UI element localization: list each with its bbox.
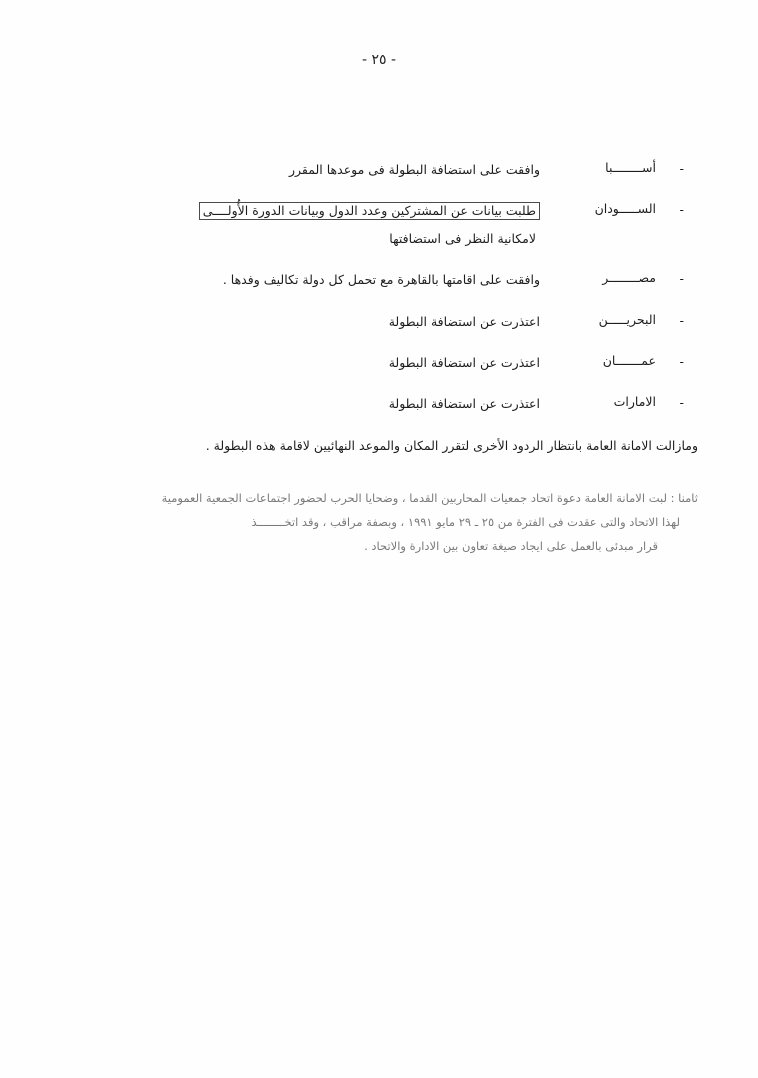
country-name: عمـــــــان (602, 352, 656, 368)
dash-marker: - (679, 271, 684, 287)
country-name: الامارات (613, 394, 656, 410)
dash-marker: - (679, 395, 684, 411)
country-label (548, 201, 698, 216)
table-row (60, 394, 698, 413)
row-description-text-line2: لامكانية النظر فى استضافتها (389, 230, 536, 246)
table-row (60, 201, 698, 248)
faded-paragraph (60, 486, 698, 558)
country-name: أســــــــبا (605, 160, 656, 175)
table-row (60, 160, 698, 179)
row-description-text: اعتذرت عن استضافة البطولة (388, 354, 540, 370)
row-description-text: اعتذرت عن استضافة البطولة (388, 396, 540, 412)
faded-paragraph-line-2: لهذا الاتحاد والتى عقدت فى الفترة من ٢٥ ـ ٢٩ مايو ١٩٩١ ، وبصفة مراقب ، وقد اتخــــــــذ (251, 514, 680, 529)
page-number: - ٢٥ - (361, 52, 397, 68)
country-label (548, 160, 698, 175)
row-description (60, 312, 548, 331)
closing-note: ومازالت الامانة العامة بانتظار الردود الأخرى لتقرر المكان والموعد النهائيين لاقامة هذه البطولة . (205, 437, 698, 453)
row-description (60, 201, 548, 248)
document-body (60, 160, 698, 558)
faded-paragraph-line-3: قرار مبدئى بالعمل على ايجاد صيغة تعاون بين الادارة والاتحاد . (364, 538, 658, 553)
dash-marker: - (679, 202, 684, 218)
row-description (60, 353, 548, 372)
table-row (60, 312, 698, 331)
row-description (60, 270, 548, 289)
table-row (60, 270, 698, 289)
country-name: مصــــــــر (602, 270, 656, 286)
country-label (548, 270, 698, 285)
country-name: الســـــودان (594, 201, 656, 217)
dash-marker: - (679, 353, 684, 369)
faded-paragraph-line-1: ثامنا : لبت الامانة العامة دعوة اتحاد جمعيات المحاربين القدما ، وضحايا الحرب لحضور اجتماعات الجمعية العمومية (161, 490, 698, 505)
country-name: البحريـــــن (598, 311, 656, 327)
row-description (60, 394, 548, 413)
row-description (60, 160, 548, 179)
dash-marker: - (679, 312, 684, 328)
dash-marker: - (679, 161, 684, 176)
country-label (548, 394, 698, 409)
row-description-text: وافقت على استضافة البطولة فى موعدها المقرر (289, 162, 540, 177)
table-row (60, 353, 698, 372)
country-label (548, 312, 698, 327)
row-description-text: وافقت على اقامتها بالقاهرة مع تحمل كل دولة تكاليف وفدها . (222, 272, 540, 288)
country-label (548, 353, 698, 368)
row-description-text: طلبت بيانات عن المشتركين وعدد الدول وبيانات الدورة الأُولــــى (199, 202, 540, 220)
row-description-text: اعتذرت عن استضافة البطولة (388, 313, 540, 329)
